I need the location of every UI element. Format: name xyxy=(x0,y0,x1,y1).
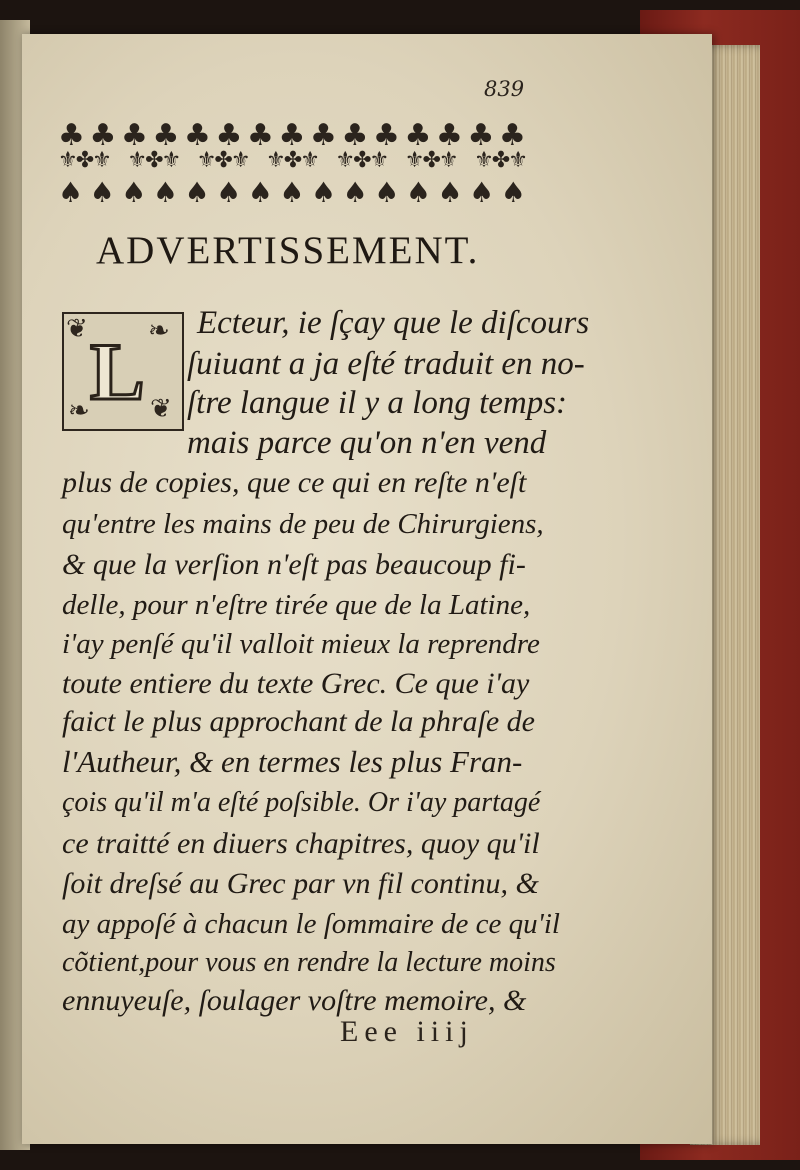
text-line: mais parce qu'on n'en vend xyxy=(187,425,547,461)
text-line: ay appoſé à chacun le ſommaire de ce qu'il xyxy=(62,908,560,940)
text-line: delle, pour n'eſtre tirée que de la Latine, xyxy=(62,589,531,621)
text-line: i'ay penſé qu'il valloit mieux la reprendre xyxy=(62,628,540,660)
leaf-ornament-icon: ❧ xyxy=(148,316,170,346)
page-title: ADVERTISSEMENT. xyxy=(96,229,480,272)
text-line: & que la verſion n'eſt pas beaucoup fi- xyxy=(62,548,526,581)
text-line: ſuiuant a ja eſté traduit en no- xyxy=(187,346,585,382)
ornament-band-middle: ⚜✤⚜ ⚜✤⚜ ⚜✤⚜ ⚜✤⚜ ⚜✤⚜ ⚜✤⚜ ⚜✤⚜ xyxy=(58,148,526,173)
text-line: çois qu'il m'a eſté poſsible. Or i'ay partagé xyxy=(62,787,541,818)
text-line: toute entiere du texte Grec. Ce que i'ay xyxy=(62,667,530,700)
page-number: 839 xyxy=(484,77,525,101)
text-line: ſoit dreſsé au Grec par vn fil continu, & xyxy=(62,867,539,900)
text-line: l'Autheur, & en termes les plus Fran- xyxy=(62,744,523,779)
ornament-band-bottom: ♠ ♠ ♠ ♠ ♠ ♠ ♠ ♠ ♠ ♠ ♠ ♠ ♠ ♠ ♠ xyxy=(58,176,526,209)
text-line: qu'entre les mains de peu de Chirurgiens, xyxy=(62,508,544,540)
leaf-ornament-icon: ❧ xyxy=(68,396,90,426)
text-line: Ecteur, ie ſçay que le diſcours xyxy=(197,305,590,341)
text-line: plus de copies, que ce qui en reſte n'eſt xyxy=(62,466,527,499)
text-line: ce traitté en diuers chapitres, quoy qu'il xyxy=(62,827,540,860)
text-line: faict le plus approchant de la phraſe de xyxy=(62,705,535,738)
initial-letter: L xyxy=(90,326,145,417)
decorated-initial xyxy=(62,312,184,431)
leaf-ornament-icon: ❦ xyxy=(150,394,172,424)
text-line: cõtient,pour vous en rendre la lecture moins xyxy=(62,947,556,978)
leaf-ornament-icon: ❦ xyxy=(66,314,88,344)
signature-mark: Eee iiij xyxy=(340,1015,474,1048)
ornament-band-top: ♣ ♣ ♣ ♣ ♣ ♣ ♣ ♣ ♣ ♣ ♣ ♣ ♣ ♣ ♣ xyxy=(58,118,526,153)
text-line: ſtre langue il y a long temps: xyxy=(187,385,568,421)
text-line: ennuyeuſe, ſoulager voſtre memoire, & xyxy=(62,984,527,1017)
